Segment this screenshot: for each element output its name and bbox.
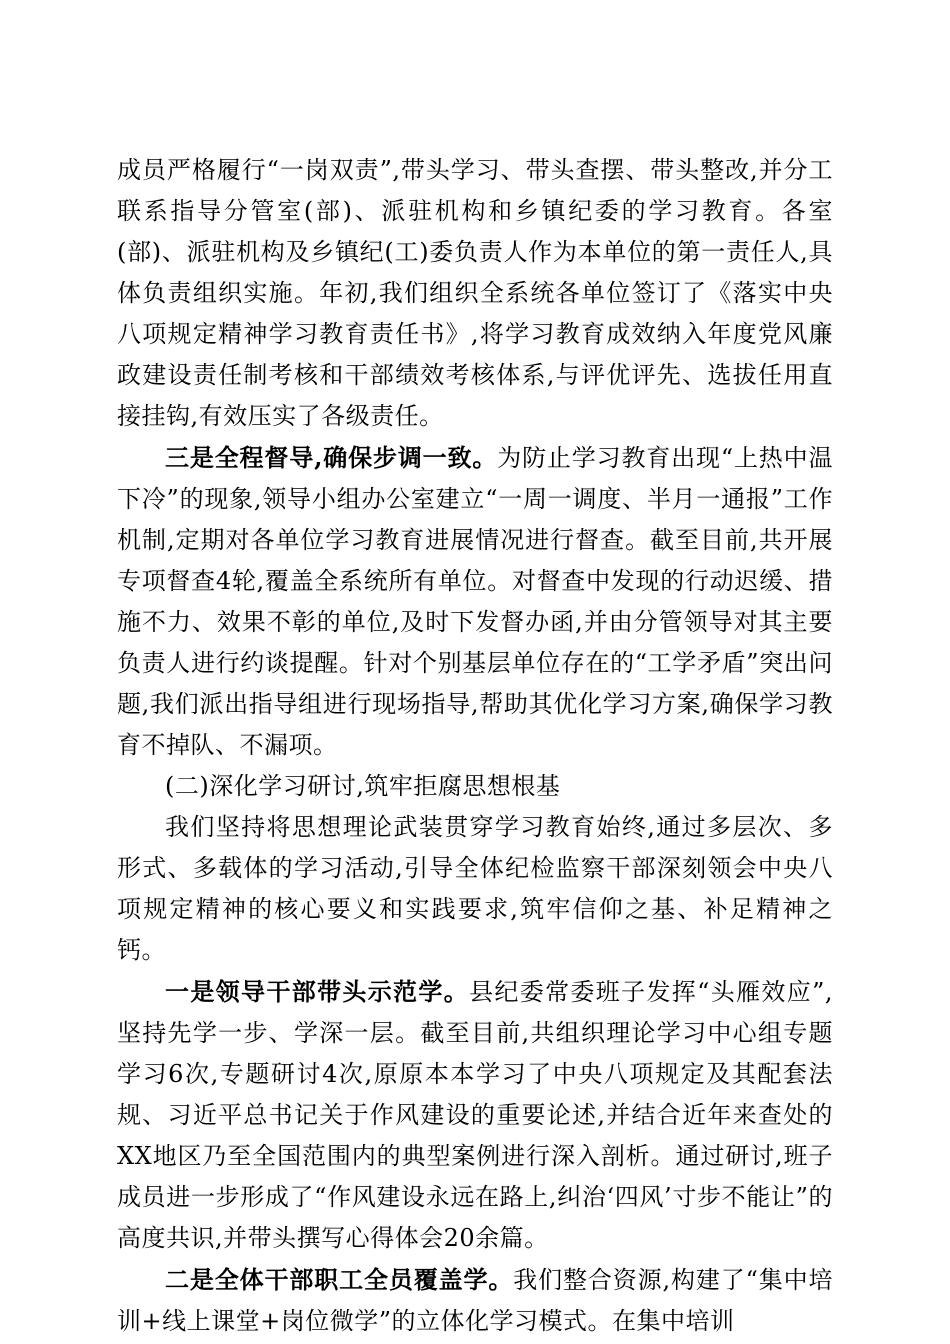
paragraph-intro: [117, 807, 833, 971]
paragraph-lead: 三是全程督导,确保步调一致。: [165, 443, 498, 472]
paragraph-responsibility: [117, 150, 833, 437]
section-heading-text: (二)深化学习研讨,筑牢拒腐思想根基: [165, 772, 561, 800]
paragraph-text: 我们坚持将思想理论武装贯穿学习教育始终,通过多层次、多形式、多载体的学习活动,引导全体纪检监察干部深刻领会中央八项规定精神的核心要义和实践要求,筑牢信仰之基、补足精神之钙。: [117, 813, 833, 964]
paragraph-text: 为防止学习教育出现“上热中温下冷”的现象,领导小组办公室建立“一周一调度、半月一通报”工作机制,定期对各单位学习教育进展情况进行督查。截至目前,共开展专项督查4轮,覆盖全系统所有单位。对督查中发现的行动迟缓、措施不力、效果不彰的单位,及时下发督办函,并由分管领导对其主要负责人进行约谈提醒。针对个别基层单位存在的“工学矛盾”突出问题,我们派出指导组进行现场指导,帮助其优化学习方案,确保学习教育不掉队、不漏项。: [117, 444, 833, 759]
paragraph-text: 县纪委常委班子发挥“头雁效应”,坚持先学一步、学深一层。截至目前,共组织理论学习中心组专题学习6次,专题研讨4次,原原本本学习了中央八项规定及其配套法规、习近平总书记关于作风建设的重要论述,并结合近年来查处的XX地区乃至全国范围内的典型案例进行深入剖析。通过研讨,班子成员进一步形成了“作风建设永远在路上,纠治‘四风’寸步不能让”的高度共识,并带头撰写心得体会20余篇。: [117, 978, 833, 1252]
paragraph-lead: 二是全体干部职工全员覆盖学。: [165, 1265, 514, 1294]
paragraph-all-staff-study: [117, 1259, 833, 1342]
paragraph-supervision: [117, 437, 833, 766]
paragraph-text: 成员严格履行“一岗双责”,带头学习、带头查摆、带头整改,并分工联系指导分管室(部)、派驻机构和乡镇纪委的学习教育。各室(部)、派驻机构及乡镇纪(工)委负责人作为本单位的第一责任人,具体负责组织实施。年初,我们组织全系统各单位签订了《落实中央八项规定精神学习教育责任书》,将学习教育成效纳入年度党风廉政建设责任制考核和干部绩效考核体系,与评优评先、选拔任用直接挂钩,有效压实了各级责任。: [117, 156, 833, 430]
section-heading: [117, 766, 833, 807]
document-body: [117, 150, 833, 1342]
paragraph-text: 我们整合资源,构建了“集中培训+线上课堂+岗位微学”的立体化学习模式。在集中培训: [117, 1266, 833, 1335]
paragraph-leaders-study: [117, 971, 833, 1259]
paragraph-lead: 一是领导干部带头示范学。: [165, 977, 470, 1006]
